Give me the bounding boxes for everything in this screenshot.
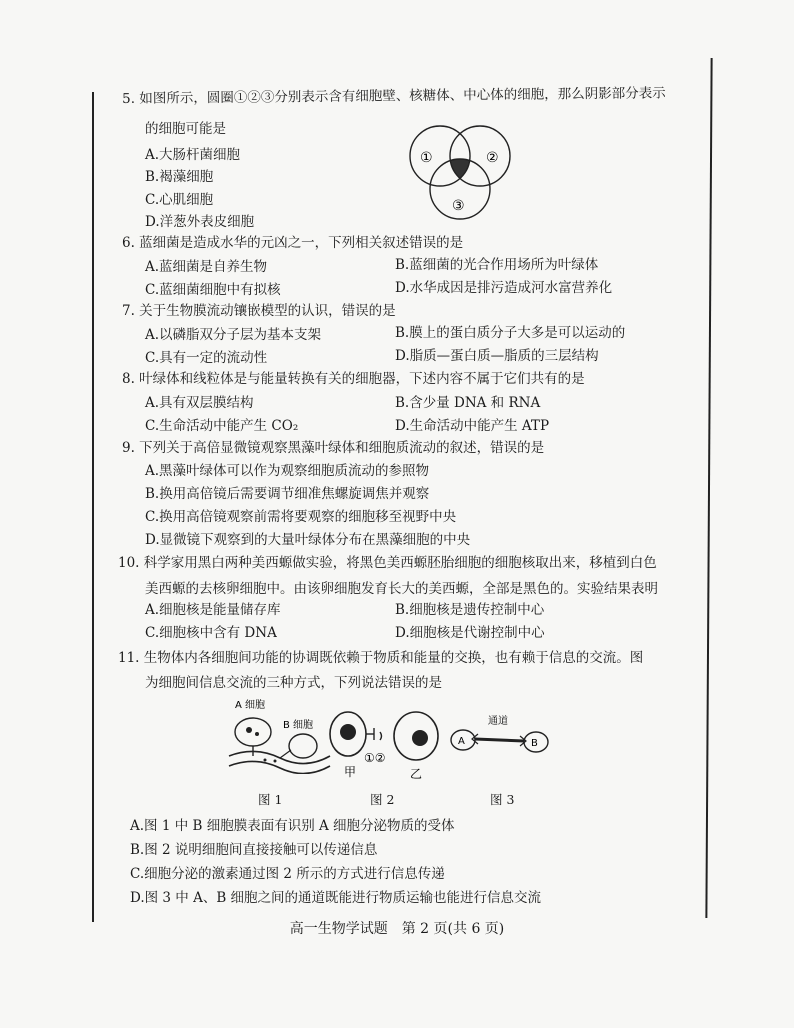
fig1-cell-a <box>235 718 271 746</box>
fig3-a-label: A <box>458 736 465 747</box>
q7-option-a: A.以磷脂双分子层为基本支架 <box>145 327 322 343</box>
q8-option-a: A.具有双层膜结构 <box>145 395 254 411</box>
question-8-stem: 8. 叶绿体和线粒体是与能量转换有关的细胞器，下述内容不属于它们共有的是 <box>122 371 585 387</box>
question-5-stem-line2: 的细胞可能是 <box>145 121 226 137</box>
q5-option-a: A.大肠杆菌细胞 <box>145 147 241 163</box>
figure-3 <box>448 712 558 762</box>
q10-option-d: D.细胞核是代谢控制中心 <box>395 625 545 641</box>
question-7-stem: 7. 关于生物膜流动镶嵌模型的认识，错误的是 <box>122 303 396 319</box>
q11-option-c: C.细胞分泌的激素通过图 2 所示的方式进行信息传递 <box>130 866 445 882</box>
question-9-stem: 9. 下列关于高倍显微镜观察黑藻叶绿体和细胞质流动的叙述，错误的是 <box>122 440 545 456</box>
q8-option-b: B.含少量 DNA 和 RNA <box>395 395 541 411</box>
question-5 <box>122 82 666 110</box>
fig3-channel-label: 通道 <box>488 716 508 727</box>
q6-option-b: B.蓝细菌的光合作用场所为叶绿体 <box>395 257 599 273</box>
q7-option-b: B.膜上的蛋白质分子大多是可以运动的 <box>395 325 626 341</box>
q9-option-c: C.换用高倍镜观察前需将要观察的细胞移至视野中央 <box>145 509 457 525</box>
q11-option-a: A.图 1 中 B 细胞膜表面有识别 A 细胞分泌物质的受体 <box>130 818 455 834</box>
question-10-stem-line2: 美西螈的去核卵细胞中。由该卵细胞发育长大的美西螈，全部是黑色的。实验结果表明 <box>145 581 658 597</box>
question-5-stem-line1: 5. 如图所示，圆圈①②③分别表示含有细胞壁、核糖体、中心体的细胞，那么阴影部分表示 <box>122 85 666 107</box>
q9-option-d: D.显微镜下观察到的大量叶绿体分布在黑藻细胞的中央 <box>145 532 471 548</box>
q5-option-b: B.褐藻细胞 <box>145 169 214 185</box>
fig2-jia-label: 甲 <box>344 765 357 779</box>
q11-option-b: B.图 2 说明细胞间直接接触可以传递信息 <box>130 842 378 858</box>
figure-1 <box>225 694 335 774</box>
fig1-cell-b <box>289 734 317 758</box>
figure-2 <box>328 704 448 784</box>
fig1-cell-a-label: A 细胞 <box>235 700 266 711</box>
question-11-stem-line1: 11. 生物体内各细胞间功能的协调既依赖于物质和能量的交换，也有赖于信息的交流。图 <box>118 650 644 666</box>
q7-option-c: C.具有一定的流动性 <box>145 350 268 366</box>
q6-option-a: A.蓝细菌是自养生物 <box>145 259 268 275</box>
venn-label-2: ② <box>486 150 499 166</box>
venn-diagram <box>400 124 530 224</box>
q5-option-d: D.洋葱外表皮细胞 <box>145 214 255 230</box>
fig2-yi-label: 乙 <box>410 767 423 781</box>
q10-option-c: C.细胞核中含有 DNA <box>145 625 277 641</box>
figure-3-caption: 图 3 <box>490 792 515 807</box>
right-border <box>705 58 712 918</box>
q10-option-a: A.细胞核是能量储存库 <box>145 602 281 618</box>
question-6-stem: 6. 蓝细菌是造成水华的元凶之一，下列相关叙述错误的是 <box>122 235 464 251</box>
q11-option-d: D.图 3 中 A、B 细胞之间的通道既能进行物质运输也能进行信息交流 <box>130 890 542 906</box>
venn-label-1: ① <box>420 150 433 166</box>
figure-1-caption: 图 1 <box>258 792 283 807</box>
fig2-marks: ①② <box>364 751 386 765</box>
q6-option-d: D.水华成因是排污造成河水富营养化 <box>395 280 613 296</box>
q9-option-a: A.黑藻叶绿体可以作为观察细胞质流动的参照物 <box>145 463 430 479</box>
q6-option-c: C.蓝细菌细胞中有拟核 <box>145 282 281 298</box>
q9-option-b: B.换用高倍镜后需要调节细准焦螺旋调焦并观察 <box>145 486 430 502</box>
q8-option-c: C.生命活动中能产生 CO₂ <box>145 418 299 434</box>
venn-circle-1 <box>410 126 470 186</box>
page-footer: 高一生物学试题 第 2 页(共 6 页) <box>289 921 505 937</box>
left-border <box>92 92 94 922</box>
q5-option-c: C.心肌细胞 <box>145 192 214 208</box>
q10-option-b: B.细胞核是遗传控制中心 <box>395 602 545 618</box>
venn-circle-2 <box>450 126 510 186</box>
q7-option-d: D.脂质—蛋白质—脂质的三层结构 <box>395 348 599 364</box>
fig1-cell-b-label: B 细胞 <box>283 720 314 731</box>
fig3-b-label: B <box>531 738 538 749</box>
q8-option-d: D.生命活动中能产生 ATP <box>395 418 550 434</box>
figure-2-caption: 图 2 <box>370 792 395 807</box>
venn-label-3: ③ <box>452 198 465 214</box>
question-11-stem-line2: 为细胞间信息交流的三种方式，下列说法错误的是 <box>145 675 442 691</box>
question-10-stem-line1: 10. 科学家用黑白两种美西螈做实验，将黑色美西螈胚胎细胞的细胞核取出来，移植到白色 <box>118 555 657 571</box>
